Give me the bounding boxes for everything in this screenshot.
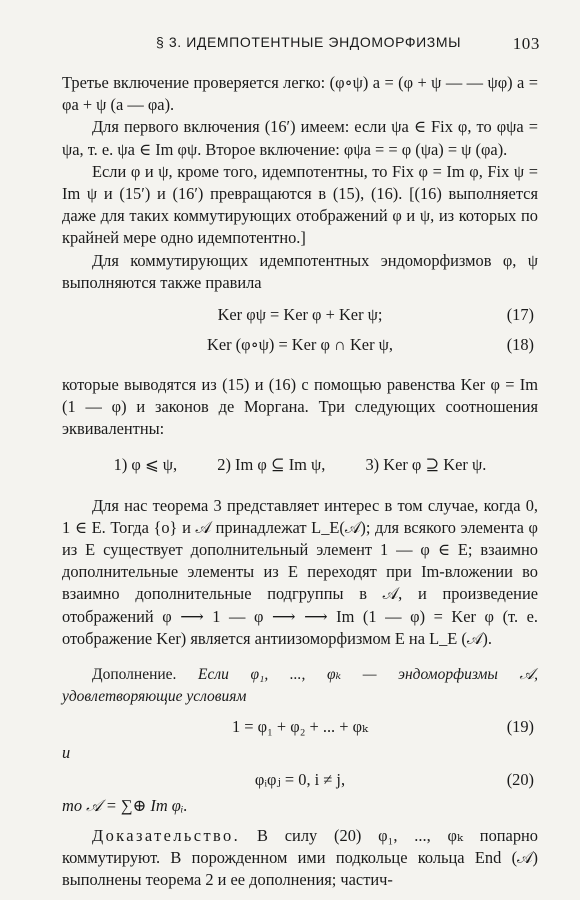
- running-header: [60, 34, 540, 58]
- equation-number: (19): [506, 717, 534, 737]
- relation-1: 1) φ ⩽ ψ,: [113, 454, 178, 474]
- equation-19: [62, 712, 538, 742]
- conjunction: и: [62, 743, 71, 763]
- conclusion: то 𝒜 = ∑⊕ Im φᵢ.: [62, 795, 188, 815]
- equation-17: [62, 300, 538, 330]
- paragraph: Третье включение проверяется легко: (φ∘ψ) a = (φ + ψ — — ψφ) a = φa + ψ (a — φa).: [62, 73, 538, 115]
- relation-3: 3) Ker φ ⊇ Ker ψ.: [365, 454, 487, 474]
- relation-2: 2) Im φ ⊆ Im ψ,: [217, 454, 326, 474]
- equation-20: [62, 765, 538, 795]
- page-number: 103: [512, 34, 540, 53]
- page-body: [62, 72, 538, 891]
- equation-number: (17): [506, 305, 534, 325]
- equation-text: Ker φψ = Ker φ + Ker ψ;: [217, 305, 383, 325]
- paragraph: Для первого включения (16′) имеем: если ψa ∈ Fix φ, то φψa = ψa, т. е. ψa ∈ Im φψ. Второе включение: φψa = = φ (ψa) = ψ (φa).: [62, 117, 538, 159]
- paragraph: Если φ и ψ, кроме того, идемпотентны, то Fix φ = Im φ, Fix ψ = Im ψ и (15′) и (16′) превращаются в (15), (16). [(16) выполняется даже для таких коммутирующих отображений φ и ψ, из которых по крайней мере одно идемпотентно.]: [62, 161, 538, 248]
- equation-text: Ker (φ∘ψ) = Ker φ ∩ Ker ψ,: [207, 335, 393, 355]
- proof-text: В силу (20) φ₁, ..., φₖ попарно коммутируют. В порожденном ими подкольце кольца End (𝒜) выполнены теорема 2 и ее дополнения; частич-: [62, 825, 538, 890]
- equation-18: [62, 330, 538, 360]
- equation-text: 1 = φ₁ + φ₂ + ... + φₖ: [231, 717, 369, 737]
- addendum-text: Если φ₁, ..., φₖ — эндоморфизмы 𝒜, удовлетворяющие условиям: [62, 666, 539, 706]
- proof-paragraph: [62, 825, 538, 892]
- equivalence-row: [62, 451, 538, 479]
- proof-label: Доказательство.: [92, 825, 241, 845]
- equation-number: (18): [506, 335, 534, 355]
- equation-number: (20): [506, 769, 534, 789]
- section-title: § 3. ИДЕМПОТЕНТНЫЕ ЭНДОМОРФИЗМЫ: [156, 34, 462, 50]
- paragraph: Для коммутирующих идемпотентных эндоморфизмов φ, ψ выполняются также правила: [62, 250, 538, 292]
- addendum-paragraph: [62, 664, 538, 708]
- paragraph: Для нас теорема 3 представляет интерес в том случае, когда 0, 1 ∈ E. Тогда {o} и 𝒜 принадлежат L_E(𝒜); для всякого элемента φ из E существует дополнительный элемент 1 — φ ∈ E; взаимно дополнительные элементы из E переходят при Im-вложении во взаимно дополнительные подгруппы в 𝒜, и произведение отображений φ ⟶ 1 — φ ⟶ ⟶ Im (1 — φ) = Ker φ (т. е. отображение Ker) является антиизоморфизмом E на L_E (𝒜).: [62, 495, 538, 648]
- addendum-label: Дополнение.: [92, 666, 177, 684]
- paragraph: которые выводятся из (15) и (16) с помощью равенства Ker φ = Im (1 — φ) и законов де Моргана. Три следующих соотношения эквивалентны:: [62, 375, 538, 439]
- equation-text: φᵢφⱼ = 0, i ≠ j,: [254, 769, 346, 789]
